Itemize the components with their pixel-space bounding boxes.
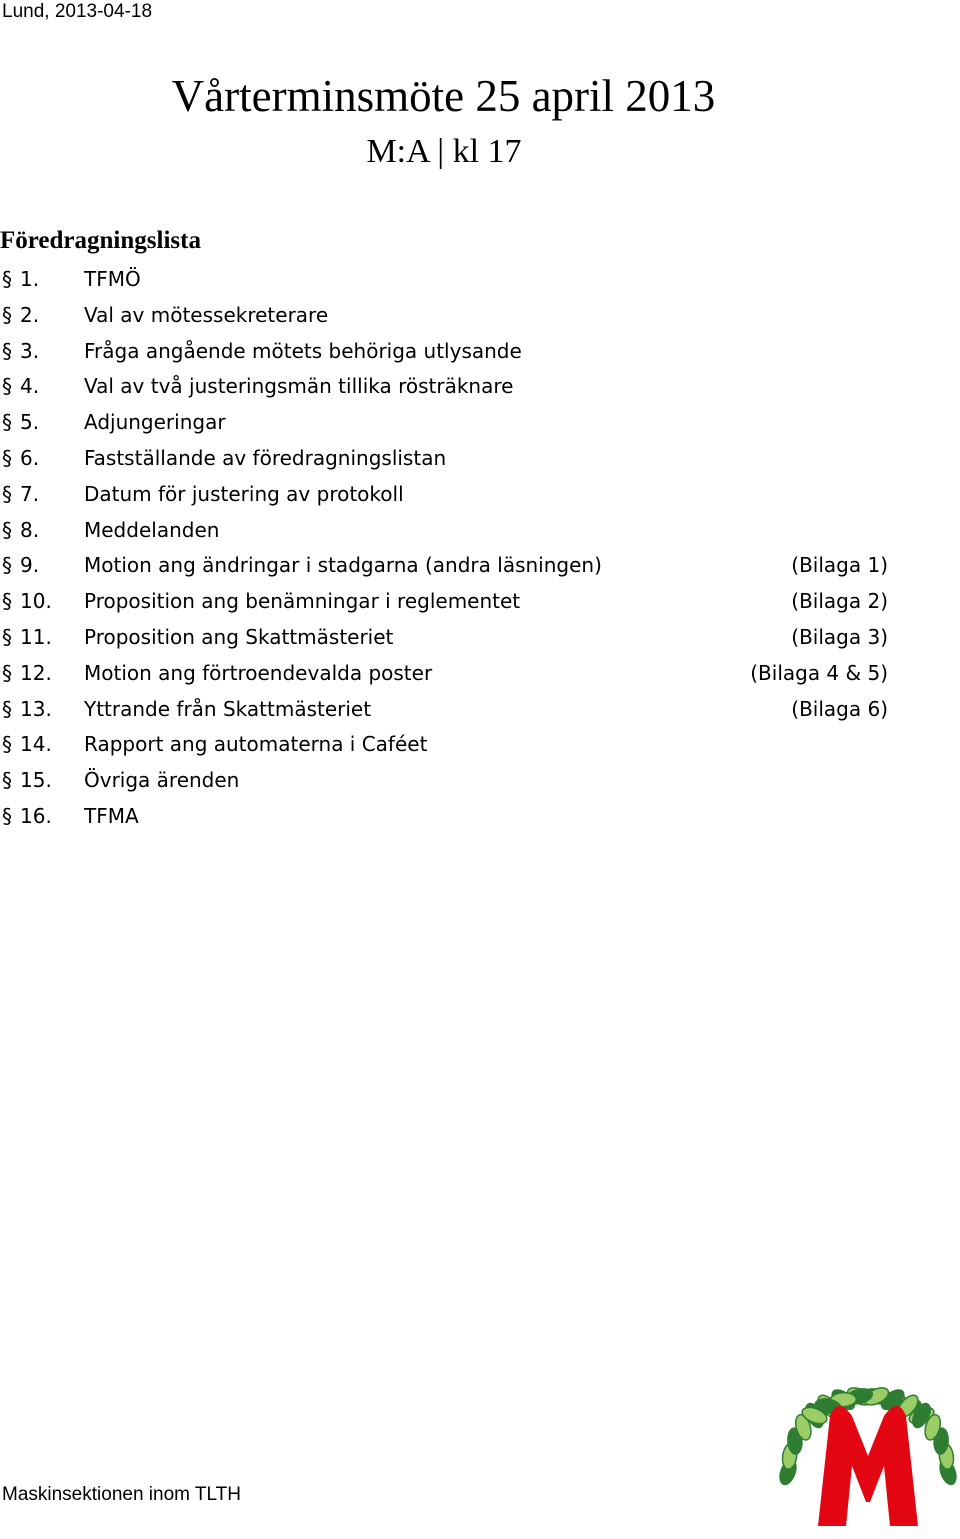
- agenda-item-text: Yttrande från Skattmästeriet: [84, 696, 372, 721]
- agenda-item-number: 15.: [20, 768, 52, 793]
- agenda-item: [0, 334, 900, 370]
- section-sign: §: [2, 374, 12, 399]
- section-sign: §: [2, 517, 12, 542]
- agenda-item-text: Adjungeringar: [84, 410, 226, 435]
- section-sign: §: [2, 660, 12, 685]
- agenda-item-attachment: (Bilaga 2): [791, 589, 888, 614]
- section-sign: §: [2, 732, 12, 757]
- agenda-item-text: Fastställande av föredragningslistan: [84, 445, 447, 470]
- agenda-item-text: Fråga angående mötets behöriga utlysande: [84, 338, 522, 363]
- agenda-heading: Föredragningslista: [0, 227, 201, 254]
- agenda-item-text: TFMA: [84, 803, 139, 828]
- agenda-item-number: 3.: [20, 338, 40, 363]
- agenda-item-number: 16.: [20, 803, 52, 828]
- agenda-item-text: TFMÖ: [84, 267, 141, 291]
- section-sign: §: [2, 302, 12, 327]
- footer-organization: Maskinsektionen inom TLTH: [2, 1484, 242, 1505]
- agenda-item: [0, 692, 900, 728]
- place-date: Lund, 2013-04-18: [2, 1, 153, 22]
- agenda-item-number: 10.: [20, 589, 52, 614]
- section-sign: §: [2, 624, 12, 649]
- section-sign: §: [2, 481, 12, 506]
- agenda-item-text: Meddelanden: [84, 517, 220, 542]
- agenda-item-attachment: (Bilaga 4 & 5): [750, 660, 888, 685]
- agenda-item-text: Motion ang ändringar i stadgarna (andra läsningen): [84, 553, 602, 578]
- section-sign: §: [2, 696, 12, 721]
- agenda-item: [0, 799, 900, 835]
- agenda-item-attachment: (Bilaga 3): [791, 624, 888, 649]
- agenda-item: [0, 405, 900, 441]
- agenda-item-text: Val av mötessekreterare: [84, 302, 329, 327]
- agenda-item: [0, 727, 900, 763]
- agenda-item-number: 14.: [20, 732, 52, 757]
- agenda-item: [0, 656, 900, 692]
- document-title: Vårterminsmöte 25 april 2013: [171, 71, 716, 121]
- document-subtitle: M:A | kl 17: [366, 133, 522, 170]
- agenda-list: [0, 262, 900, 835]
- agenda-item-number: 2.: [20, 302, 40, 327]
- section-sign: §: [2, 338, 12, 363]
- agenda-item-text: Övriga ärenden: [84, 768, 240, 793]
- section-sign: §: [2, 410, 12, 435]
- agenda-item-text: Datum för justering av protokoll: [84, 481, 404, 506]
- section-sign: §: [2, 768, 12, 793]
- agenda-item-number: 11.: [20, 624, 52, 649]
- agenda-item-number: 1.: [20, 267, 40, 291]
- agenda-item-attachment: (Bilaga 1): [791, 553, 888, 578]
- agenda-item: [0, 620, 900, 656]
- agenda-item-text: Val av två justeringsmän tillika rösträknare: [84, 374, 514, 399]
- agenda-item-number: 8.: [20, 517, 40, 542]
- agenda-item: [0, 584, 900, 620]
- m-letter-icon: [818, 1406, 918, 1526]
- section-sign: §: [2, 803, 12, 828]
- agenda-item-number: 9.: [20, 553, 40, 578]
- agenda-item: [0, 369, 900, 405]
- agenda-item: [0, 548, 900, 584]
- agenda-item: [0, 262, 900, 298]
- section-sign: §: [2, 267, 12, 291]
- section-sign: §: [2, 589, 12, 614]
- agenda-item-text: Proposition ang Skattmästeriet: [84, 624, 394, 649]
- agenda-item-number: 12.: [20, 660, 52, 685]
- agenda-item: [0, 513, 900, 549]
- m-section-logo-icon: [776, 1374, 960, 1539]
- agenda-item-number: 5.: [20, 410, 40, 435]
- section-sign: §: [2, 553, 12, 578]
- agenda-item: [0, 763, 900, 799]
- agenda-item-attachment: (Bilaga 6): [791, 696, 888, 721]
- agenda-item: [0, 298, 900, 334]
- agenda-item-number: 13.: [20, 696, 52, 721]
- agenda-item-number: 6.: [20, 445, 40, 470]
- section-sign: §: [2, 445, 12, 470]
- agenda-item-number: 4.: [20, 374, 40, 399]
- agenda-item-text: Motion ang förtroendevalda poster: [84, 660, 433, 685]
- agenda-item-number: 7.: [20, 481, 40, 506]
- agenda-item: [0, 477, 900, 513]
- agenda-item: [0, 441, 900, 477]
- agenda-item-text: Proposition ang benämningar i reglementet: [84, 589, 521, 614]
- agenda-item-text: Rapport ang automaterna i Caféet: [84, 732, 428, 757]
